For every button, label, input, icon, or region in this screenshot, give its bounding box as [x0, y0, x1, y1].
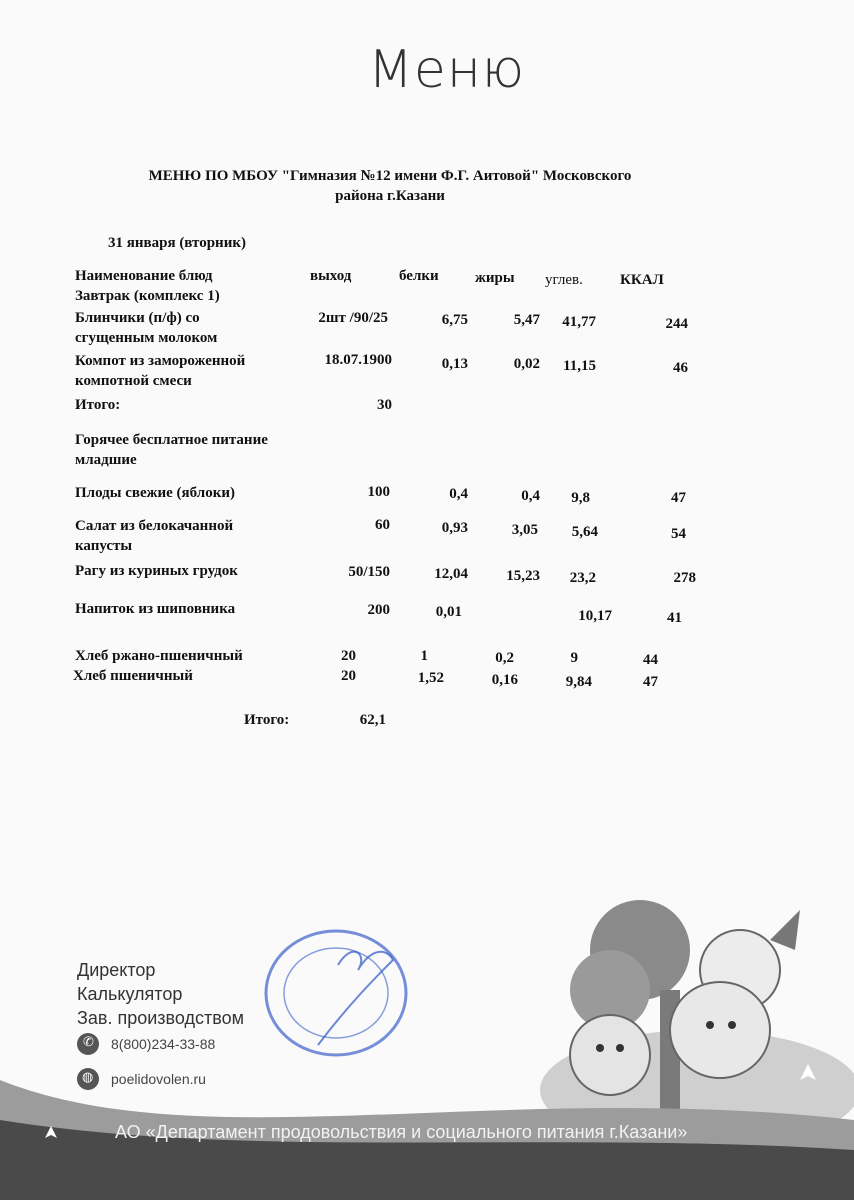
col-fat: жиры [475, 270, 515, 286]
row-kcal: 47 [671, 490, 686, 506]
total-value: 30 [377, 397, 392, 413]
globe-icon: ◍ [77, 1068, 99, 1090]
row-kcal: 47 [643, 674, 658, 690]
row-fat: 0,02 [513, 356, 540, 372]
row-name: Блинчики (п/ф) со [75, 310, 200, 326]
row-protein: 1,52 [417, 670, 444, 686]
row-protein: 0,93 [441, 520, 468, 536]
row-name-cont: компотной смеси [75, 373, 192, 389]
role-production-head: Зав. производством [77, 1008, 244, 1028]
row-protein: 0,4 [449, 486, 468, 502]
row-output: 50/150 [348, 564, 390, 580]
total-label: Итого: [75, 397, 121, 413]
row-name: Хлеб пшеничный [73, 668, 193, 684]
row-kcal: 44 [643, 652, 658, 668]
official-stamp [258, 925, 418, 1065]
row-fat: 15,23 [506, 568, 540, 584]
website-link[interactable]: poelidovolen.ru [111, 1071, 206, 1087]
role-calculator: Калькулятор [77, 984, 183, 1004]
handwritten-title: Меню [368, 40, 526, 100]
title-line-2: района г.Казани [335, 188, 445, 204]
col-output: выход [310, 268, 352, 284]
footer-wave [0, 1040, 854, 1200]
row-kcal: 278 [673, 570, 696, 586]
total-label: Итого: [244, 712, 290, 728]
row-kcal: 54 [671, 526, 686, 542]
row-fat: 0,2 [495, 650, 514, 666]
row-output: 2шт /90/25 [318, 310, 388, 326]
section-hot-meal-sub: младшие [75, 452, 137, 468]
col-carbs: углев. [545, 272, 583, 288]
row-fat: 0,4 [521, 488, 540, 504]
row-output: 60 [375, 517, 390, 533]
row-name: Рагу из куриных грудок [75, 563, 238, 579]
section-hot-meal: Горячее бесплатное питание [75, 432, 268, 448]
eye-icon [728, 1021, 736, 1029]
row-output: 20 [341, 668, 356, 684]
phone-icon: ✆ [77, 1033, 99, 1055]
row-name: Плоды свежие (яблоки) [75, 485, 235, 501]
section-breakfast: Завтрак (комплекс 1) [75, 288, 220, 304]
row-protein: 1 [420, 648, 428, 664]
row-name-cont: капусты [75, 538, 133, 554]
row-protein: 0,01 [435, 604, 462, 620]
stamp-inner-ring [284, 948, 388, 1038]
banner-text: АО «Департамент продовольствия и социального питания г.Казани» [115, 1122, 688, 1142]
row-carbs: 5,64 [571, 524, 598, 540]
row-carbs: 9,8 [571, 490, 590, 506]
document-title [60, 166, 720, 206]
phone-number[interactable]: 8(800)234-33-88 [111, 1036, 216, 1052]
signature-roles [77, 958, 244, 1030]
signature-icon [318, 952, 393, 1045]
row-carbs: 10,17 [578, 608, 612, 624]
row-kcal: 41 [667, 610, 682, 626]
eye-icon [706, 1021, 714, 1029]
row-carbs: 41,77 [562, 314, 596, 330]
col-name: Наименование блюд [75, 268, 213, 284]
row-carbs: 9,84 [565, 674, 592, 690]
total-value: 62,1 [359, 712, 386, 728]
row-fat: 3,05 [511, 522, 538, 538]
row-output: 100 [367, 484, 390, 500]
row-output: 18.07.1900 [324, 352, 392, 368]
row-name-cont: сгущенным молоком [75, 330, 218, 346]
row-kcal: 244 [665, 316, 688, 332]
menu-date: 31 января (вторник) [108, 235, 246, 251]
role-director: Директор [77, 960, 156, 980]
row-carbs: 23,2 [569, 570, 596, 586]
row-protein: 0,13 [441, 356, 468, 372]
row-name: Компот из замороженной [75, 353, 246, 369]
row-protein: 12,04 [434, 566, 468, 582]
row-name: Хлеб ржано-пшеничный [75, 648, 243, 664]
row-output: 20 [341, 648, 356, 664]
row-name: Напиток из шиповника [75, 601, 236, 617]
row-output: 200 [367, 602, 390, 618]
row-carbs: 11,15 [563, 358, 596, 374]
title-line-1: МЕНЮ ПО МБОУ "Гимназия №12 имени Ф.Г. Аитовой" Московского [148, 168, 632, 184]
col-protein: белки [399, 268, 439, 284]
row-name: Салат из белокачанной [75, 518, 234, 534]
leaf-icon [770, 910, 800, 950]
col-kcal: ККАЛ [620, 272, 664, 288]
row-fat: 5,47 [513, 312, 540, 328]
row-kcal: 46 [673, 360, 688, 376]
row-carbs: 9 [570, 650, 578, 666]
row-protein: 6,75 [441, 312, 468, 328]
stamp-outer-ring [266, 931, 406, 1055]
row-fat: 0,16 [491, 672, 518, 688]
